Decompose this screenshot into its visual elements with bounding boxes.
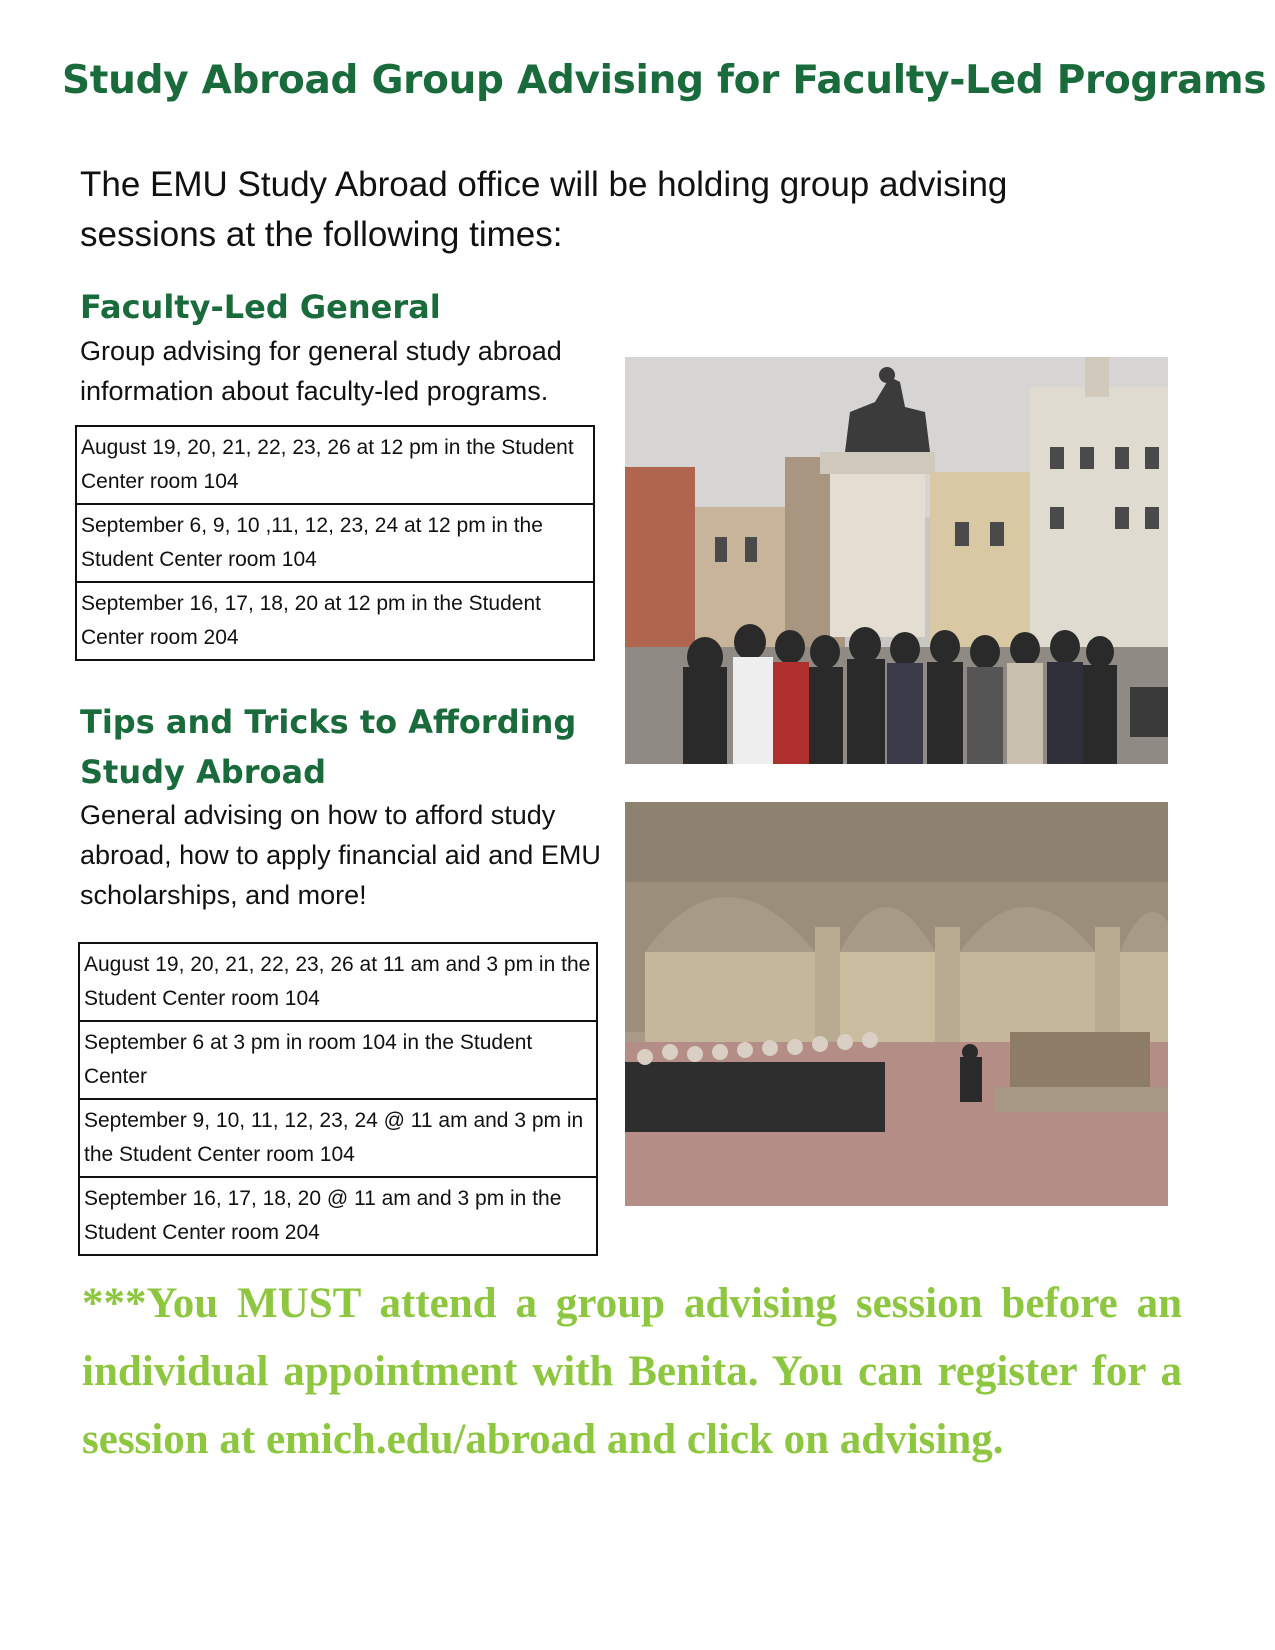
section-heading-affording-study-abroad: Tips and Tricks to Affording Study Abroad: [80, 703, 577, 791]
schedule-table-affording-study-abroad: [78, 942, 598, 1256]
session-cell: August 19, 20, 21, 22, 23, 26 at 12 pm in the Student Center room 104: [76, 426, 594, 504]
session-cell: August 19, 20, 21, 22, 23, 26 at 11 am and 3 pm in the Student Center room 104: [79, 943, 597, 1021]
session-cell: September 16, 17, 18, 20 @ 11 am and 3 pm in the Student Center room 204: [79, 1177, 597, 1255]
table-row: [79, 1099, 597, 1177]
session-cell: September 6, 9, 10 ,11, 12, 23, 24 at 12 pm in the Student Center room 104: [76, 504, 594, 582]
section-description-faculty-led-general: Group advising for general study abroad information about faculty-led programs.: [80, 336, 562, 406]
courtyard-photo: [625, 802, 1168, 1206]
table-row: [76, 582, 594, 660]
page-title: Study Abroad Group Advising for Faculty-Led Programs: [62, 58, 1267, 103]
table-row: [79, 1177, 597, 1255]
table-row: [76, 426, 594, 504]
table-row: [79, 943, 597, 1021]
table-row: [76, 504, 594, 582]
session-cell: September 16, 17, 18, 20 at 12 pm in the Student Center room 204: [76, 582, 594, 660]
table-row: [79, 1021, 597, 1099]
attendance-notice: ***You MUST attend a group advising session before an individual appointment with Benita. You can register for a session at emich.edu/abroad and click on advising.: [82, 1280, 1182, 1463]
section-heading-faculty-led-general: Faculty-Led General: [80, 288, 441, 326]
schedule-table-faculty-led-general: [75, 425, 595, 661]
intro-text: The EMU Study Abroad office will be holding group advising sessions at the following times:: [80, 165, 1008, 254]
section-description-affording-study-abroad: General advising on how to afford study abroad, how to apply financial aid and EMU scholarships, and more!: [80, 800, 601, 910]
group-photo-piazza: [625, 357, 1168, 764]
session-cell: September 6 at 3 pm in room 104 in the Student Center: [79, 1021, 597, 1099]
session-cell: September 9, 10, 11, 12, 23, 24 @ 11 am and 3 pm in the Student Center room 104: [79, 1099, 597, 1177]
